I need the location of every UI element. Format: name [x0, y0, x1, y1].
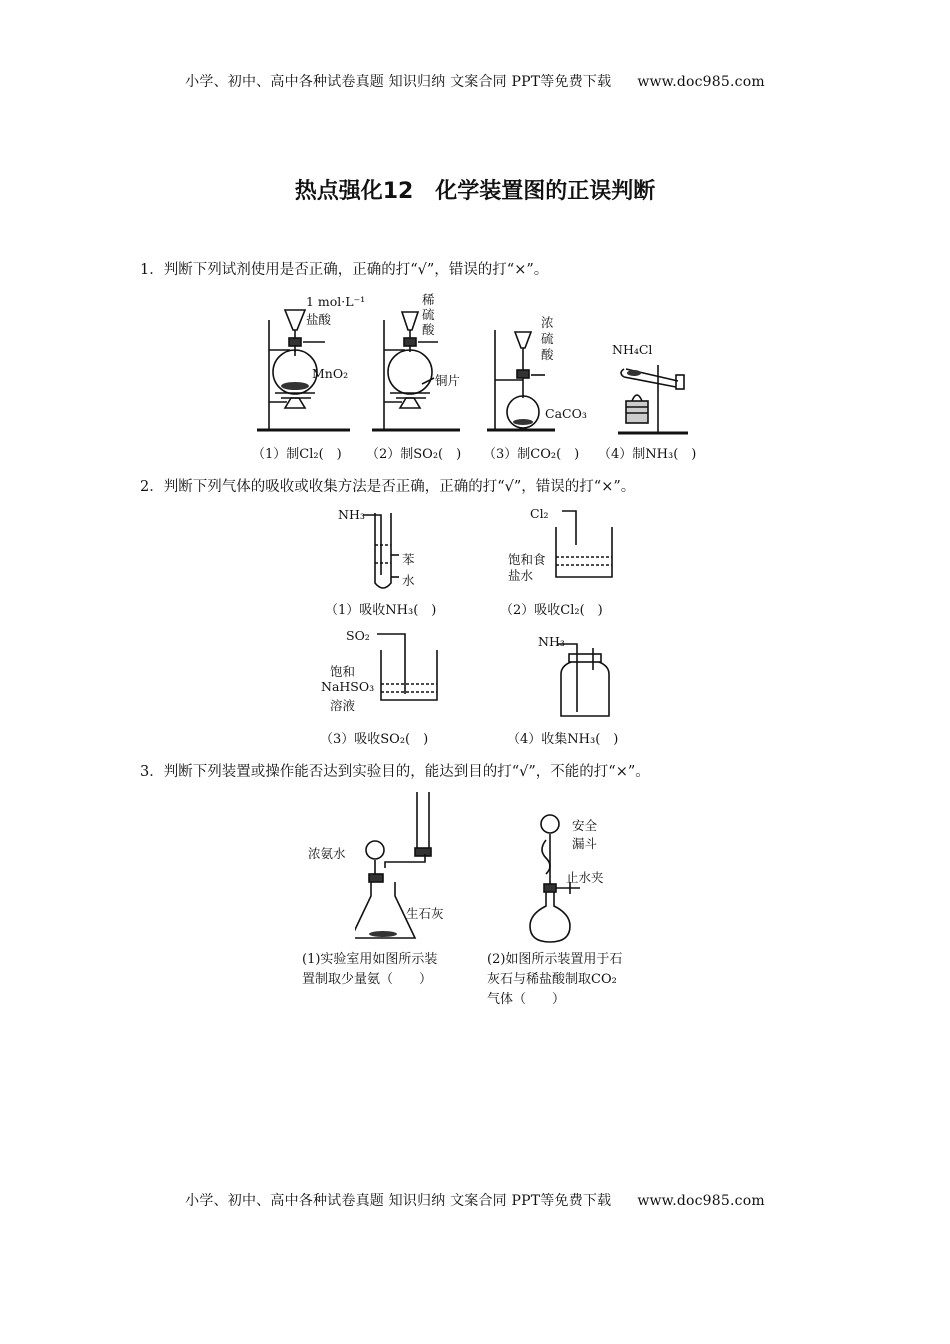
label-funnel: 漏斗: [572, 836, 598, 851]
caption-q2-3: （3）吸收SO₂( ): [320, 732, 429, 747]
absorb-so2-beaker: [375, 628, 445, 708]
label-brine1: 饱和食: [508, 552, 546, 567]
footer-text: 小学、初中、高中各种试卷真题 知识归纳 文案合同 PPT等免费下载: [185, 1193, 612, 1209]
footer-url[interactable]: www.doc985.com: [637, 1193, 765, 1209]
label-quicklime: 生石灰: [406, 906, 444, 921]
label-hcl: 盐酸: [306, 312, 332, 327]
label-suan: 酸: [422, 322, 435, 337]
page-title: 热点强化12 化学装置图的正误判断: [294, 179, 656, 204]
caption-q3-1-line1: (1)实验室用如图所示装: [302, 952, 438, 967]
label-brine2: 盐水: [508, 568, 534, 583]
label-sat: 饱和: [330, 664, 356, 679]
question-3-text: 3．判断下列装置或操作能否达到实验目的，能达到目的打“√”，不能的打“×”。: [140, 764, 650, 780]
apparatus-nh3-heat: [608, 355, 708, 435]
label-ammonia-water: 浓氨水: [308, 846, 346, 861]
caption-q2-2: （2）吸收Cl₂( ): [500, 603, 603, 618]
label-water: 水: [402, 573, 415, 588]
label-nh3-collect: NH₃: [538, 634, 565, 649]
caption-q3-2-line2: 灰石与稀盐酸制取CO₂: [487, 972, 617, 987]
label-1mol: 1 mol·L⁻¹: [306, 294, 366, 309]
label-mno2: MnO₂: [312, 366, 349, 381]
label-xi: 稀: [422, 292, 435, 307]
label-benzene: 苯: [402, 552, 415, 567]
label-nh3-in: NH₃: [338, 507, 365, 522]
label-suan2: 酸: [541, 347, 554, 362]
question-1-text: 1．判断下列试剂使用是否正确，正确的打“√”，错误的打“×”。: [140, 262, 549, 278]
label-copper: 铜片: [435, 373, 461, 388]
caption-q3-1-line2: 置制取少量氨（ ）: [302, 972, 433, 987]
header-text: 小学、初中、高中各种试卷真题 知识归纳 文案合同 PPT等免费下载: [185, 74, 612, 90]
label-liu2: 硫: [541, 331, 554, 346]
caption-q1-3: （3）制CO₂( ): [483, 447, 580, 462]
label-cl2-in: Cl₂: [530, 506, 549, 521]
caption-q1-2: （2）制SO₂( ): [366, 447, 462, 462]
caption-q3-2-line3: 气体（ ）: [487, 992, 566, 1007]
label-nahso3: NaHSO₃: [321, 679, 375, 694]
label-nh4cl: NH₄Cl: [612, 342, 653, 357]
label-clamp: 止水夹: [566, 870, 604, 885]
page-header: [0, 71, 950, 91]
page-footer: [0, 1190, 950, 1210]
collect-nh3-bottle: [555, 640, 615, 720]
label-caco3: CaCO₃: [545, 406, 587, 421]
caption-q2-1: （1）吸收NH₃( ): [325, 603, 437, 618]
caption-q1-4: （4）制NH₃( ): [598, 447, 697, 462]
caption-q2-4: （4）收集NH₃( ): [507, 732, 619, 747]
label-safety: 安全: [572, 818, 598, 833]
caption-q3-2-line1: (2)如图所示装置用于石: [487, 952, 623, 967]
label-liu: 硫: [422, 307, 435, 322]
header-url[interactable]: www.doc985.com: [637, 74, 765, 90]
caption-q1-1: （1）制Cl₂( ): [252, 447, 342, 462]
absorb-cl2-beaker: [550, 505, 620, 585]
label-solution: 溶液: [330, 698, 356, 713]
question-2-text: 2．判断下列气体的吸收或收集方法是否正确，正确的打“√”，错误的打“×”。: [140, 479, 636, 495]
label-nong: 浓: [541, 315, 554, 330]
label-so2-in: SO₂: [346, 628, 370, 643]
apparatus-ammonia: [355, 788, 465, 948]
